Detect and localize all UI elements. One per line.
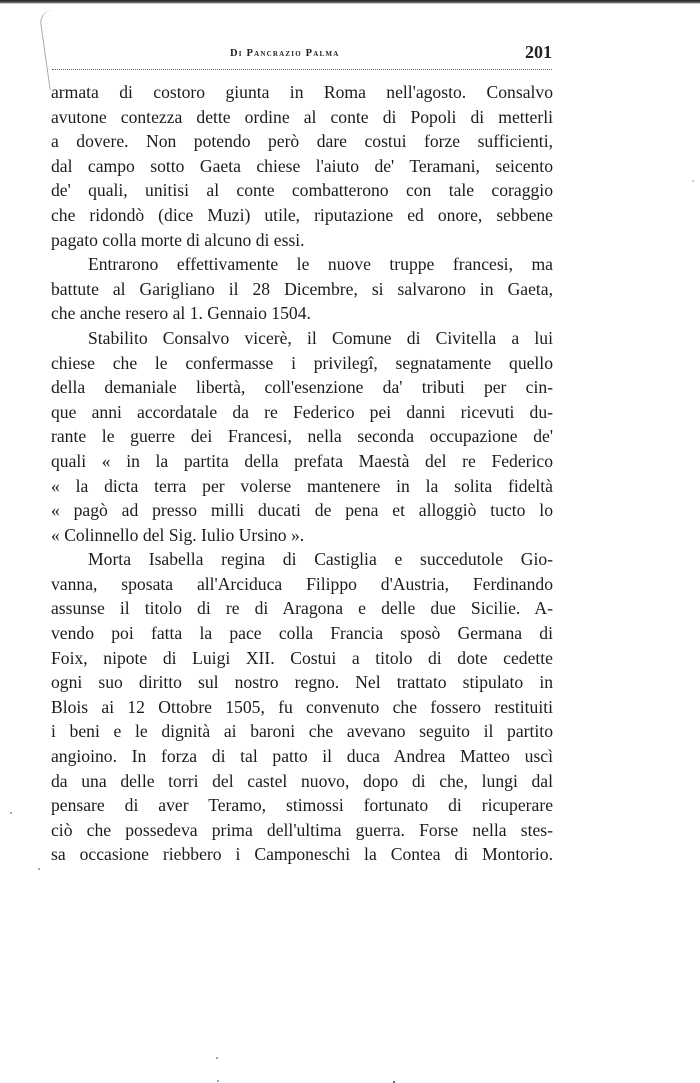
- scan-top-edge: [0, 0, 700, 4]
- running-title: Di Pancrazio Palma: [230, 48, 340, 59]
- text-line: que anni accordatale da re Federico pei danni ricevuti du-: [51, 401, 553, 422]
- scan-speck: [10, 812, 12, 814]
- running-header: [52, 40, 552, 68]
- text-line: « la dicta terra per volerse mantenere in la solita fideltà: [51, 475, 553, 496]
- text-line: « pagò ad presso milli ducati de pena et alloggiò tucto lo: [51, 500, 553, 521]
- scan-speck: [692, 180, 694, 182]
- text-line: che anche resero al 1. Gennaio 1504.: [51, 303, 311, 324]
- text-line: che ridondò (dice Muzi) utile, riputazione ed onore, sebbene: [51, 204, 553, 225]
- text-line: i beni e le dignità ai baroni che avevano seguito il partito: [51, 721, 553, 742]
- text-line: « Colinnello del Sig. Iulio Ursino ».: [51, 524, 305, 545]
- text-line: avutone contezza dette ordine al conte di Popoli di metterli: [51, 106, 553, 127]
- paragraph: [51, 547, 553, 867]
- text-line: vanna, sposata all'Arciduca Filippo d'Austria, Ferdinando: [51, 573, 553, 594]
- text-line: da una delle torri del castel nuovo, dopo di che, lungi dal: [51, 770, 553, 791]
- text-line: chiese che le confermasse i privilegî, segnatamente quello: [51, 352, 553, 373]
- text-line: vendo poi fatta la pace colla Francia sposò Germana di: [51, 623, 553, 644]
- paragraph: [51, 252, 553, 326]
- text-line: ciò che possedeva prima dell'ultima guerra. Forse nella stes-: [51, 819, 553, 840]
- scan-speck: [38, 868, 40, 870]
- page-number: 201: [525, 42, 552, 62]
- text-line: de' quali, unitisi al conte combatterono con tale coraggio: [51, 180, 553, 201]
- header-dotted-rule: [52, 69, 552, 70]
- paragraph: [51, 80, 553, 252]
- text-line: pensare di aver Teramo, stimossi fortunato di ricuperare: [51, 795, 553, 816]
- text-line: Foix, nipote di Luigi XII. Costui a titolo di dote cedette: [51, 647, 553, 668]
- text-line: dal campo sotto Gaeta chiese l'aiuto de' Teramani, seicento: [51, 155, 553, 176]
- text-line: sa occasione riebbero i Camponeschi la Contea di Montorio.: [51, 844, 553, 865]
- text-line: Stabilito Consalvo vicerè, il Comune di Civitella a lui: [88, 327, 553, 348]
- paragraph: [51, 326, 553, 547]
- text-line: rante le guerre dei Francesi, nella seconda occupazione de': [51, 426, 553, 447]
- scan-speck: [216, 1057, 218, 1059]
- text-line: a dovere. Non potendo però dare costui forze sufficienti,: [51, 131, 553, 152]
- body-text: [51, 80, 553, 867]
- text-line: Morta Isabella regina di Castiglia e succedutole Gio-: [88, 549, 553, 570]
- text-line: pagato colla morte di alcuno di essi.: [51, 229, 305, 250]
- text-line: armata di costoro giunta in Roma nell'agosto. Consalvo: [51, 82, 553, 102]
- text-line: ogni suo diritto sul nostro regno. Nel trattato stipulato in: [51, 672, 553, 693]
- text-line: Entrarono effettivamente le nuove truppe francesi, ma: [88, 254, 553, 275]
- text-line: della demaniale libertà, coll'esenzione da' tributi per cin-: [51, 377, 553, 398]
- text-line: assunse il titolo di re di Aragona e delle due Sicilie. A-: [51, 598, 553, 619]
- text-line: angioino. In forza di tal patto il duca Andrea Matteo uscì: [51, 746, 553, 767]
- text-line: Blois ai 12 Ottobre 1505, fu convenuto che fossero restituiti: [51, 696, 553, 717]
- scan-speck: [217, 1080, 219, 1082]
- text-line: battute al Garigliano il 28 Dicembre, si salvarono in Gaeta,: [51, 278, 553, 299]
- text-line: quali « in la partita della prefata Maestà del re Federico: [51, 450, 553, 471]
